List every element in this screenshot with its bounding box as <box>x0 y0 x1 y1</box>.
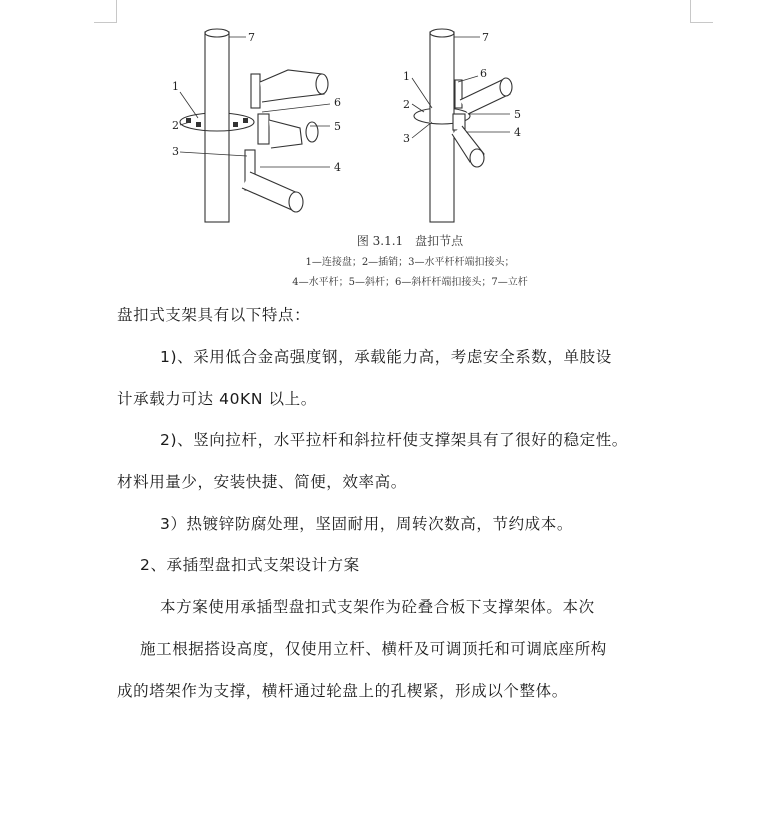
feature-1-line-2: 计承载力可达 40KN 以上。 <box>117 390 317 408</box>
feature-2-line-1: 2)、竖向拉杆，水平拉杆和斜拉杆使支撑架具有了很好的稳定性。 <box>160 431 628 449</box>
label-4-right: 4 <box>514 126 521 139</box>
design-paragraph-line-2: 施工根据搭设高度，仅使用立杆、横杆及可调顶托和可调底座所构 <box>140 640 607 658</box>
diagonal-coupler-left <box>269 120 302 148</box>
design-paragraph-line-1: 本方案使用承插型盘扣式支架作为砼叠合板下支撑架体。本次 <box>160 598 595 616</box>
label-6-right: 6 <box>480 67 487 80</box>
disc-lock-node-figure <box>150 22 620 287</box>
label-5-left: 5 <box>334 120 341 133</box>
label-1-left: 1 <box>172 80 179 93</box>
pole-top-left <box>205 29 229 37</box>
design-paragraph-line-3: 成的塔架作为支撑，横杆通过轮盘上的孔楔紧，形成以个整体。 <box>117 682 568 700</box>
label-4-left: 4 <box>334 161 341 174</box>
label-7-left: 7 <box>248 31 255 44</box>
label-7-right: 7 <box>482 31 489 44</box>
features-intro: 盘扣式支架具有以下特点： <box>117 306 311 324</box>
label-5-right: 5 <box>514 108 521 121</box>
label-2-right: 2 <box>403 98 410 111</box>
figure-legend-line-2: 4—水平杆；5—斜杆；6—斜杆杆端扣接头；7—立杆 <box>292 277 528 288</box>
feature-2-line-2: 材料用量少，安装快捷、简便，效率高。 <box>117 473 407 491</box>
pole-top-right <box>430 29 454 37</box>
label-3-right: 3 <box>403 132 410 145</box>
label-1-right: 1 <box>403 70 410 83</box>
feature-3: 3）热镀锌防腐处理，坚固耐用，周转次数高，节约成本。 <box>160 515 573 533</box>
page-corner-mark-top-left <box>94 0 117 23</box>
pin-lower-left <box>258 114 269 144</box>
diagonal-bar-upper-left <box>260 70 324 102</box>
disc-lock-node-drawing <box>150 22 620 227</box>
label-2-left: 2 <box>172 119 179 132</box>
label-3-left: 3 <box>172 145 179 158</box>
figure-legend-line-1: 1—连接盘；2—插销；3—水平杆杆端扣接头； <box>305 257 515 268</box>
feature-1-line-1: 1)、采用低合金高强度钢，承载能力高，考虑安全系数，单肢设 <box>160 348 612 366</box>
vertical-pole-right <box>430 32 454 222</box>
pin-upper-left <box>251 74 260 108</box>
section-heading: 2、承插型盘扣式支架设计方案 <box>140 556 360 574</box>
pin-right <box>455 80 462 108</box>
page-corner-mark-top-right <box>690 0 713 23</box>
label-6-left: 6 <box>334 96 341 109</box>
figure-caption-title: 图 3.1.1 盘扣节点 <box>356 234 464 248</box>
